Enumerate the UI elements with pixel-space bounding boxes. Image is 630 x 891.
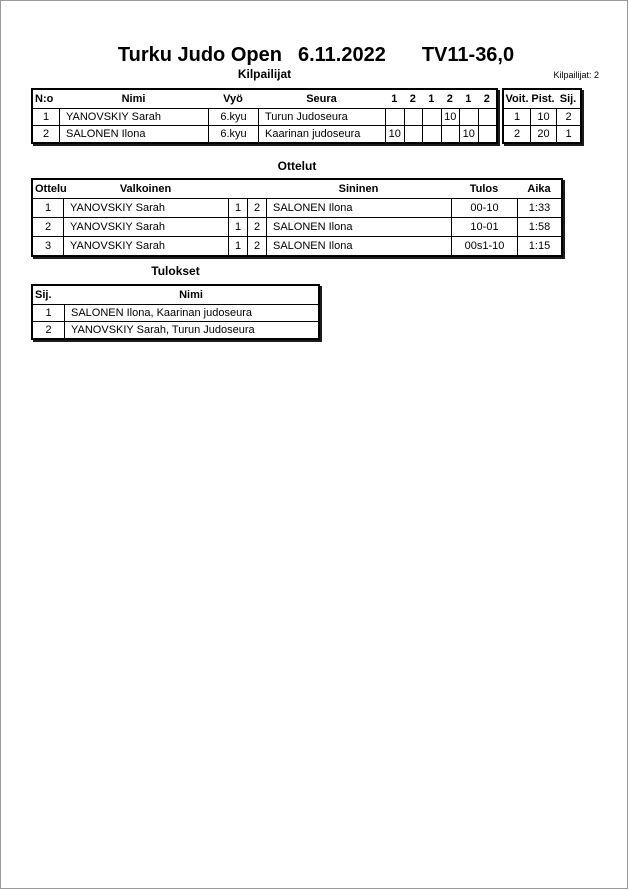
cell-white-number: 1 bbox=[228, 199, 247, 217]
cell-result: 00s1-10 bbox=[451, 237, 517, 255]
table-row bbox=[504, 125, 580, 142]
cell-blue-number: 2 bbox=[247, 237, 266, 255]
cell-voit: 1 bbox=[513, 110, 521, 123]
cell-sij: 1 bbox=[556, 126, 580, 142]
col-header-spacer-2 bbox=[247, 180, 266, 198]
kilpailijat-table bbox=[31, 88, 582, 144]
cell-vyo: 6.kyu bbox=[208, 109, 258, 125]
col-header-vyo: Vyö bbox=[223, 92, 243, 105]
col-header-sij: Sij. bbox=[35, 288, 52, 301]
cell-time: 1:33 bbox=[517, 199, 561, 217]
col-header-score-6: 2 bbox=[483, 92, 490, 105]
kilpailijat-results-table bbox=[502, 88, 582, 144]
title-weight-category: TV11-36,0 bbox=[421, 44, 515, 66]
kilpailijat-main-table bbox=[31, 88, 498, 144]
col-header-voit: Voit. bbox=[505, 92, 529, 105]
cell-score bbox=[404, 109, 423, 125]
kilpailijat-header-row bbox=[33, 90, 496, 108]
cell-score: 10 bbox=[385, 126, 404, 142]
col-header-nimi: Nimi bbox=[179, 288, 203, 301]
table-row bbox=[33, 217, 561, 236]
page-title bbox=[1, 43, 628, 68]
results-header-row bbox=[504, 90, 580, 108]
cell-name-club: SALONEN Ilona, Kaarinan judoseura bbox=[64, 305, 318, 321]
col-header-score-5: 1 bbox=[465, 92, 472, 105]
col-header-score-2: 2 bbox=[409, 92, 416, 105]
cell-blue-number: 2 bbox=[247, 218, 266, 236]
cell-white-name: YANOVSKIY Sarah bbox=[63, 237, 228, 255]
cell-voit: 2 bbox=[513, 127, 521, 140]
ottelut-table bbox=[31, 178, 563, 257]
cell-seura: Kaarinan judoseura bbox=[258, 126, 385, 142]
table-row bbox=[33, 125, 496, 142]
tulokset-header-row bbox=[33, 286, 318, 304]
cell-match-no: 3 bbox=[44, 239, 52, 252]
cell-blue-name: SALONEN Ilona bbox=[266, 218, 451, 236]
cell-place: 2 bbox=[45, 323, 52, 336]
col-header-score-1: 1 bbox=[391, 92, 398, 105]
cell-blue-name: SALONEN Ilona bbox=[266, 237, 451, 255]
tulokset-table-box bbox=[31, 284, 320, 340]
tulokset-table bbox=[31, 284, 320, 340]
cell-score: 10 bbox=[441, 109, 460, 125]
cell-white-number: 1 bbox=[228, 237, 247, 255]
title-event: Turku Judo Open bbox=[117, 44, 282, 66]
col-header-score-4: 2 bbox=[446, 92, 453, 105]
col-header-aika: Aika bbox=[527, 182, 551, 195]
col-header-score-3: 1 bbox=[428, 92, 435, 105]
cell-result: 10-01 bbox=[451, 218, 517, 236]
cell-blue-number: 2 bbox=[247, 199, 266, 217]
cell-score bbox=[478, 126, 497, 142]
col-header-ottelu: Ottelu bbox=[35, 182, 67, 195]
cell-white-name: YANOVSKIY Sarah bbox=[63, 199, 228, 217]
cell-sij: 2 bbox=[556, 109, 580, 125]
cell-score bbox=[404, 126, 423, 142]
cell-no: 2 bbox=[42, 127, 50, 140]
cell-white-number: 1 bbox=[228, 218, 247, 236]
tulokset-heading: Tulokset bbox=[151, 264, 200, 278]
cell-match-no: 2 bbox=[44, 220, 52, 233]
col-header-sininen: Sininen bbox=[338, 182, 379, 195]
table-row bbox=[33, 236, 561, 255]
cell-score bbox=[385, 109, 404, 125]
ottelut-header-row bbox=[33, 180, 561, 198]
cell-pist: 20 bbox=[530, 126, 556, 142]
table-row bbox=[33, 108, 496, 125]
col-header-valkoinen: Valkoinen bbox=[119, 182, 172, 195]
cell-match-no: 1 bbox=[44, 201, 52, 214]
cell-score bbox=[422, 109, 441, 125]
cell-vyo: 6.kyu bbox=[208, 126, 258, 142]
table-row bbox=[33, 304, 318, 321]
cell-nimi: SALONEN Ilona bbox=[59, 126, 208, 142]
competitors-count: Kilpailijat: 2 bbox=[553, 70, 599, 80]
cell-no: 1 bbox=[42, 110, 50, 123]
title-date: 6.11.2022 bbox=[297, 44, 386, 66]
col-header-tulos: Tulos bbox=[469, 182, 499, 195]
ottelut-table-box bbox=[31, 178, 563, 257]
table-row bbox=[33, 198, 561, 217]
col-header-seura: Seura bbox=[306, 92, 337, 105]
cell-nimi: YANOVSKIY Sarah bbox=[59, 109, 208, 125]
col-header-no: N:o bbox=[35, 92, 54, 105]
ottelut-heading: Ottelut bbox=[277, 159, 317, 173]
kilpailijat-heading: Kilpailijat bbox=[237, 67, 292, 81]
col-header-pist: Pist. bbox=[531, 92, 555, 105]
table-row bbox=[33, 321, 318, 338]
table-row bbox=[504, 108, 580, 125]
cell-seura: Turun Judoseura bbox=[258, 109, 385, 125]
cell-white-name: YANOVSKIY Sarah bbox=[63, 218, 228, 236]
cell-score: 10 bbox=[459, 126, 478, 142]
cell-score bbox=[478, 109, 497, 125]
cell-score bbox=[422, 126, 441, 142]
cell-score bbox=[441, 126, 460, 142]
cell-pist: 10 bbox=[530, 109, 556, 125]
cell-result: 00-10 bbox=[451, 199, 517, 217]
cell-place: 1 bbox=[45, 306, 52, 319]
col-header-sij: Sij. bbox=[559, 92, 577, 105]
col-header-nimi: Nimi bbox=[121, 92, 146, 105]
cell-score bbox=[459, 109, 478, 125]
cell-blue-name: SALONEN Ilona bbox=[266, 199, 451, 217]
cell-time: 1:58 bbox=[517, 218, 561, 236]
cell-time: 1:15 bbox=[517, 237, 561, 255]
cell-name-club: YANOVSKIY Sarah, Turun Judoseura bbox=[64, 322, 318, 338]
col-header-spacer-1 bbox=[228, 180, 247, 198]
